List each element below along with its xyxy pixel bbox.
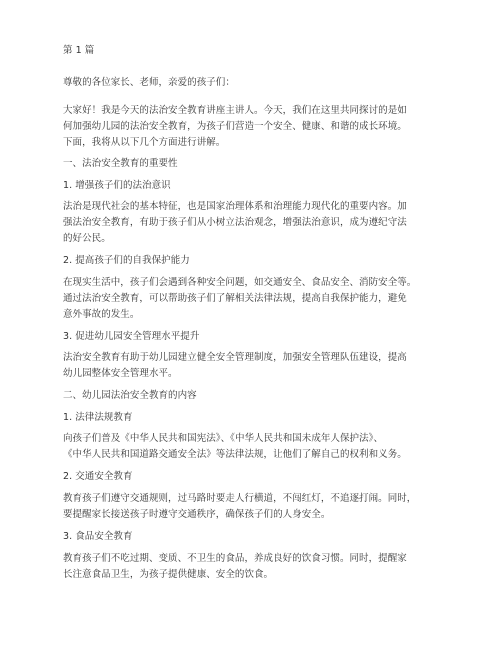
paragraph-line: 通过法治安全教育，可以帮助孩子们了解相关法律法规，提高自我保护能力，避免 xyxy=(63,293,407,304)
item-heading: 3. 促进幼儿园安全管理水平提升 xyxy=(63,331,200,342)
item-heading: 2. 交通安全教育 xyxy=(63,471,133,482)
paragraph-line: 要提醒家长接送孩子时遵守交通秩序，确保孩子们的人身安全。 xyxy=(63,509,331,520)
item-heading: 1. 增强孩子们的法治意识 xyxy=(63,180,171,191)
intro-line: 下面，我将从以下几个方面进行讲解。 xyxy=(63,137,226,148)
paragraph-line: 《中华人民共和国道路交通安全法》等法律法规，让他们了解自己的权利和义务。 xyxy=(63,449,407,460)
paragraph-line: 在现实生活中，孩子们会遇到各种安全问题，如交通安全、食品安全、消防安全等。 xyxy=(63,277,417,288)
item-heading: 2. 提高孩子们的自我保护能力 xyxy=(63,255,190,266)
section-heading: 一、法治安全教育的重要性 xyxy=(63,158,178,169)
paragraph-line: 向孩子们普及《中华人民共和国宪法》、《中华人民共和国未成年人保护法》、 xyxy=(63,433,384,444)
paragraph-line: 幼儿园整体安全管理水平。 xyxy=(63,368,178,379)
paragraph-line: 教育孩子们遵守交通规则，过马路时要走人行横道，不闯红灯，不追逐打闹。同时， xyxy=(63,493,417,504)
intro-line: 大家好！我是今天的法治安全教育讲座主讲人。今天，我们在这里共同探讨的是如 xyxy=(63,105,407,116)
paragraph-line: 教育孩子们不吃过期、变质、不卫生的食品，养成良好的饮食习惯。同时，提醒家 xyxy=(63,553,407,564)
paragraph-line: 的好公民。 xyxy=(63,233,111,244)
paragraph-line: 意外事故的发生。 xyxy=(63,309,140,320)
item-heading: 1. 法律法规教育 xyxy=(63,412,133,423)
section-label: 第 1 篇 xyxy=(63,45,95,56)
paragraph-line: 强法治安全教育，有助于孩子们从小树立法治观念，增强法治意识，成为遵纪守法 xyxy=(63,217,407,228)
intro-line: 何加强幼儿园的法治安全教育，为孩子们营造一个安全、健康、和谐的成长环境。 xyxy=(63,121,407,132)
paragraph-line: 法治安全教育有助于幼儿园建立健全安全管理制度，加强安全管理队伍建设，提高 xyxy=(63,352,407,363)
section-heading: 二、幼儿园法治安全教育的内容 xyxy=(63,390,197,401)
item-heading: 3. 食品安全教育 xyxy=(63,531,133,542)
paragraph-line: 长注意食品卫生，为孩子提供健康、安全的饮食。 xyxy=(63,569,274,580)
paragraph-line: 法治是现代社会的基本特征，也是国家治理体系和治理能力现代化的重要内容。加 xyxy=(63,201,407,212)
salutation: 尊敬的各位家长、老师，亲爱的孩子们： xyxy=(63,77,235,88)
